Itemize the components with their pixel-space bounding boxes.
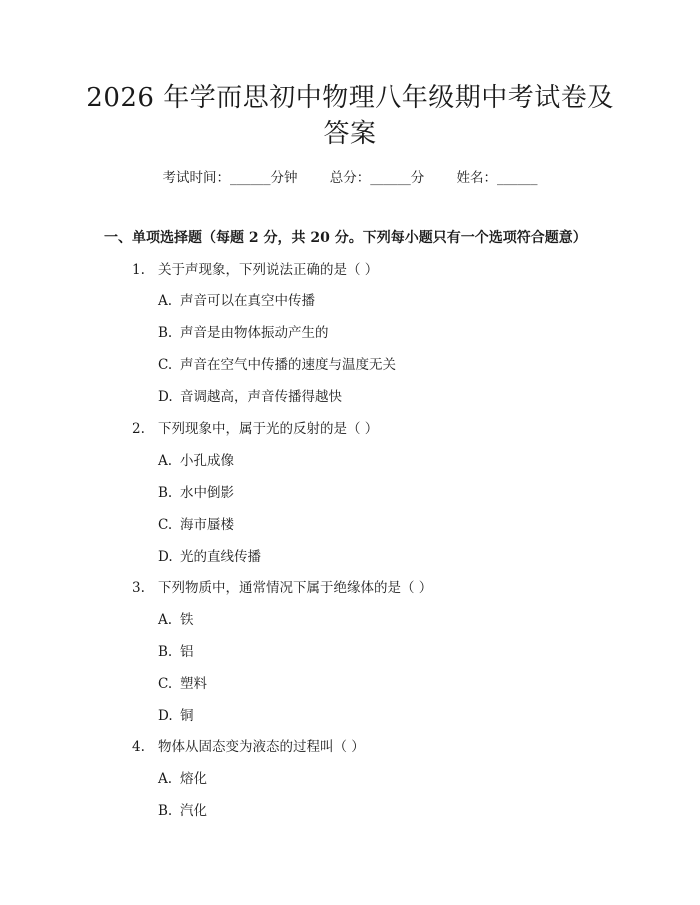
- question-stem: [132, 737, 365, 757]
- question-text: 关于声现象，下列说法正确的是（ ）: [158, 262, 379, 278]
- exam-time-field: 考试时间：______分钟: [162, 170, 298, 186]
- option-letter: A.: [158, 612, 173, 628]
- exam-info-row: [0, 168, 700, 188]
- option-text: 熔化: [180, 771, 207, 787]
- question-stem: [132, 578, 432, 598]
- question-option: [158, 674, 207, 694]
- option-text: 光的直线传播: [180, 549, 261, 565]
- question-option: [158, 387, 342, 407]
- question-option: [158, 323, 329, 343]
- question-option: [158, 642, 194, 662]
- question-option: [158, 706, 194, 726]
- question-text: 下列现象中，属于光的反射的是（ ）: [158, 421, 379, 437]
- option-letter: A.: [158, 293, 173, 309]
- question-number: 2.: [132, 421, 145, 437]
- question-number: 1.: [132, 262, 145, 278]
- section-heading: 一、单项选择题（每题 2 分，共 20 分。下列每小题只有一个选项符合题意）: [104, 230, 587, 246]
- question-text: 物体从固态变为液态的过程叫（ ）: [158, 739, 365, 755]
- question-option: [158, 451, 234, 471]
- question-option: [158, 515, 234, 535]
- option-text: 铜: [180, 708, 194, 724]
- question-stem: [132, 419, 378, 439]
- question-option: [158, 547, 261, 567]
- option-text: 铝: [180, 644, 194, 660]
- question-option: [158, 355, 396, 375]
- option-letter: B.: [158, 485, 173, 501]
- total-score-field: 总分：______分: [329, 170, 425, 186]
- option-text: 汽化: [180, 803, 207, 819]
- question-stem: [132, 260, 378, 280]
- option-text: 小孔成像: [180, 453, 234, 469]
- question-option: [158, 610, 194, 630]
- option-text: 水中倒影: [180, 485, 234, 501]
- option-text: 海市蜃楼: [180, 517, 234, 533]
- question-option: [158, 483, 234, 503]
- option-letter: C.: [158, 676, 173, 692]
- option-letter: B.: [158, 644, 173, 660]
- option-text: 声音在空气中传播的速度与温度无关: [180, 357, 396, 373]
- option-text: 音调越高，声音传播得越快: [180, 389, 342, 405]
- option-letter: D.: [158, 549, 173, 565]
- option-letter: C.: [158, 357, 173, 373]
- page-title: [70, 80, 630, 152]
- option-text: 声音是由物体振动产生的: [180, 325, 329, 341]
- question-number: 4.: [132, 739, 145, 755]
- option-text: 铁: [180, 612, 194, 628]
- option-letter: D.: [158, 708, 173, 724]
- title-line-1: 2026 年学而思初中物理八年级期中考试卷及: [86, 83, 614, 113]
- option-text: 声音可以在真空中传播: [180, 293, 315, 309]
- question-option: [158, 291, 315, 311]
- option-letter: C.: [158, 517, 173, 533]
- question-option: [158, 769, 207, 789]
- option-text: 塑料: [180, 676, 207, 692]
- option-letter: A.: [158, 771, 173, 787]
- question-text: 下列物质中，通常情况下属于绝缘体的是（ ）: [158, 580, 433, 596]
- question-number: 3.: [132, 580, 145, 596]
- option-letter: A.: [158, 453, 173, 469]
- option-letter: D.: [158, 389, 173, 405]
- option-letter: B.: [158, 803, 173, 819]
- question-option: [158, 801, 207, 821]
- title-line-2: 答案: [323, 119, 377, 149]
- option-letter: B.: [158, 325, 173, 341]
- student-name-field: 姓名：______: [456, 170, 538, 186]
